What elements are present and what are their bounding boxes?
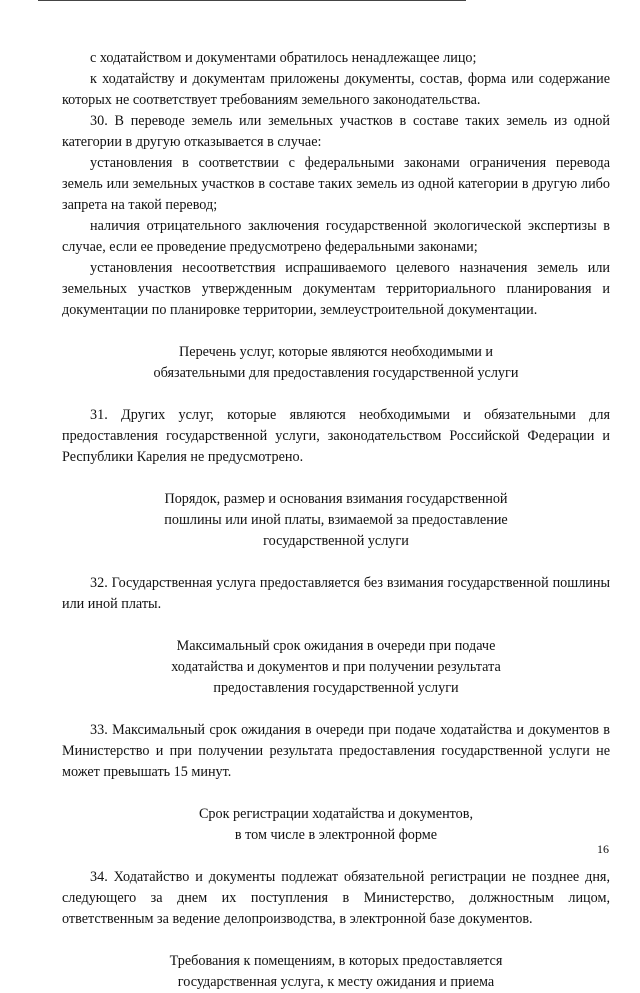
section-heading: государственная услуга, к месту ожидания и приема <box>177 974 495 990</box>
section-heading: Срок регистрации ходатайства и документов, <box>198 806 474 822</box>
section-heading: обязательными для предоставления государственной услуги <box>153 365 519 381</box>
paragraph: с ходатайством и документами обратилось ненадлежащее лицо; <box>90 50 477 66</box>
top-border-line <box>38 0 466 1</box>
paragraph-31: 31. Других услуг, которые являются необходимыми и обязательными для предоставления государственной услуги, законодательством Российской Федерации и Республики Карелия не предусмотрено. <box>62 407 610 465</box>
section-heading: Максимальный срок ожидания в очереди при подаче <box>176 638 496 654</box>
section-heading: предоставления государственной услуги <box>213 680 459 696</box>
paragraph-33: 33. Максимальный срок ожидания в очереди при подаче ходатайства и документов в Министерство и при получении результата предоставления государственной услуги не может превышать 15 минут. <box>62 722 610 780</box>
paragraph-34: 34. Ходатайство и документы подлежат обязательной регистрации не позднее дня, следующего за днем их поступления в Министерство, должностным лицом, ответственным за ведение делопроизводства, в электронной базе документов. <box>62 869 610 927</box>
section-heading: Порядок, размер и основания взимания государственной <box>164 491 508 507</box>
paragraph: установления несоответствия испрашиваемого целевого назначения земель или земельных участков утвержденным документам территориального планирования и документации по планировке территории, землеустроительной документации. <box>62 260 610 318</box>
section-heading: в том числе в электронной форме <box>234 827 438 843</box>
section-heading: Требования к помещениям, в которых предоставляется <box>169 953 503 969</box>
section-heading: пошлины или иной платы, взимаемой за предоставление <box>164 512 508 528</box>
page-number: 16 <box>597 842 609 856</box>
document-body <box>62 48 610 993</box>
paragraph: 30. В переводе земель или земельных участков в составе таких земель из одной категории в другую отказывается в случае: <box>62 113 610 150</box>
section-heading: государственной услуги <box>263 533 409 549</box>
section-heading: Перечень услуг, которые являются необходимыми и <box>179 344 493 360</box>
paragraph-32: 32. Государственная услуга предоставляется без взимания государственной пошлины или иной платы. <box>62 575 610 612</box>
paragraph: наличия отрицательного заключения государственной экологической экспертизы в случае, если ее проведение предусмотрено федеральными законами; <box>62 218 610 255</box>
paragraph: к ходатайству и документам приложены документы, состав, форма или содержание которых не соответствует требованиям земельного законодательства. <box>62 71 610 108</box>
paragraph: установления в соответствии с федеральными законами ограничения перевода земель или земельных участков в составе таких земель из одной категории в другую либо запрета на такой перевод; <box>62 155 610 213</box>
section-heading: ходатайства и документов и при получении результата <box>171 659 501 675</box>
